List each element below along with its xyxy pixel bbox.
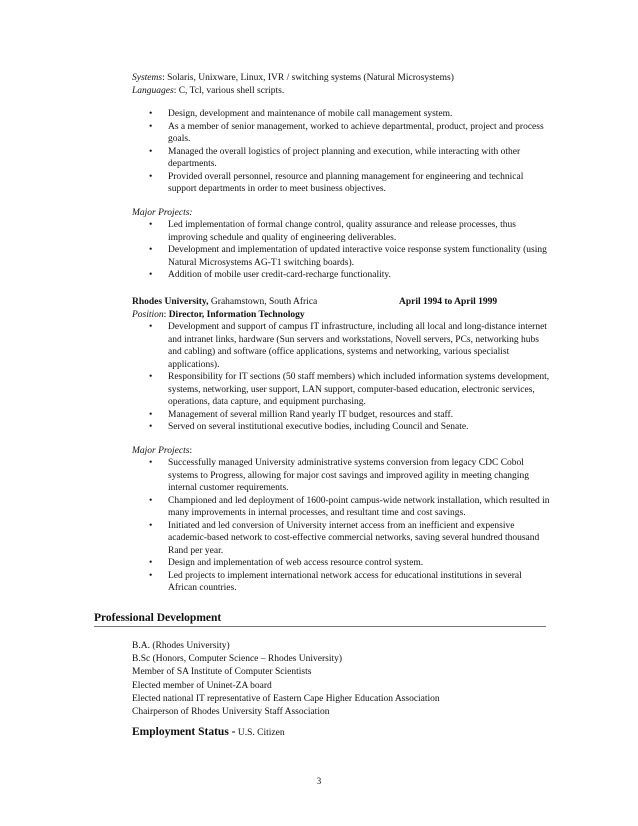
job1-projects-list [132, 219, 552, 282]
job1-section [132, 72, 552, 282]
list-item: • Responsibility for IT sections (50 staff members) which included information systems development, systems, networking, user support, LAN support, computer-based education, electronic services, operations, data capture, and equipment purchasing. [132, 371, 552, 409]
employment-status-value: U.S. Citizen [235, 728, 285, 738]
list-item: Member of SA Institute of Computer Scientists [132, 667, 312, 678]
job2-projects-label: Major Projects [132, 445, 190, 456]
job2-dates: April 1994 to April 1999 [399, 297, 498, 307]
list-item: • Management of several million Rand yearly IT budget, resources and staff. [132, 409, 552, 422]
languages-value: : C, Tcl, various shell scripts. [173, 85, 285, 96]
employment-status [132, 726, 285, 738]
position-label: Position [132, 309, 164, 320]
position-sep: : [163, 309, 169, 320]
list-item: • Development and implementation of updated interactive voice response system functionality (using Natural Microsystems AG-T1 switching boards). [132, 244, 552, 269]
page-number: 3 [316, 776, 322, 786]
job1-duties-list [132, 108, 552, 196]
systems-label: Systems [132, 73, 163, 83]
systems-value: : Solaris, Unixware, Linux, IVR / switching systems (Natural Microsystems) [162, 73, 454, 83]
professional-development-heading: Professional Development [94, 612, 546, 627]
list-item: • Design, development and maintenance of mobile call management system. [132, 108, 552, 121]
job2-projects-list [132, 457, 552, 595]
list-item: • Managed the overall logistics of project planning and execution, while interacting with other departments. [132, 146, 552, 171]
list-item: • Design and implementation of web access resource control system. [132, 557, 552, 570]
position-value: Director, Information Technology [168, 309, 305, 320]
list-item: • Successfully managed University administrative systems conversion from legacy CDC Cobol systems to Progress, allowing for major cost savings and improved agility in meeting changing internal customer requirements. [132, 457, 552, 495]
list-item: B.Sc (Honors, Computer Science – Rhodes University) [132, 654, 343, 665]
list-item: • Served on several institutional executive bodies, including Council and Senate. [132, 421, 552, 434]
professional-development-list [132, 640, 440, 719]
employment-status-label: Employment Status - [132, 726, 236, 738]
job1-projects-label: Major Projects: [132, 207, 193, 218]
job2-header [132, 296, 552, 309]
list-item: B.A. (Rhodes University) [132, 641, 230, 651]
job2-projects-colon: : [189, 445, 193, 456]
languages-label: Languages [132, 85, 174, 96]
list-item: Elected national IT representative of Eastern Cape Higher Education Association [132, 693, 440, 704]
list-item: • Provided overall personnel, resource and planning management for engineering and technical support departments in order to meet business objectives. [132, 171, 552, 196]
list-item: • Addition of mobile user credit-card-recharge functionality. [132, 269, 552, 282]
list-item: Elected member of Uninet-ZA board [132, 680, 272, 691]
list-item: • Initiated and led conversion of University internet access from an inefficient and expensive academic-based network to cost-effective commercial networks, saving several hundred thousand Rand per year. [132, 520, 552, 558]
job2-duties-list [132, 321, 552, 434]
list-item: • Led projects to implement international network access for educational institutions in several African countries. [132, 570, 552, 595]
job2-section [132, 296, 552, 595]
employer-name: Rhodes University, [132, 297, 209, 307]
list-item: • As a member of senior management, worked to achieve departmental, product, project and process goals. [132, 121, 552, 146]
list-item: • Development and support of campus IT infrastructure, including all local and long-distance internet and intranet links, hardware (Sun servers and workstations, Novell servers, PCs, networking hubs and cabling) and software (office applications, systems and networking, various specialist applications). [132, 321, 552, 371]
list-item: • Championed and led deployment of 1600-point campus-wide network installation, which resulted in many improvements in internal processes, and resultant time and cost savings. [132, 495, 552, 520]
list-item: Chairperson of Rhodes University Staff Association [132, 707, 330, 718]
languages-line [132, 85, 552, 98]
job2-projects-heading [132, 445, 552, 458]
position-line [132, 309, 552, 322]
list-item: • Led implementation of formal change control, quality assurance and release processes, thus improving schedule and quality of engineering deliverables. [132, 219, 552, 244]
employer-location: Grahamstown, South Africa [208, 297, 318, 307]
systems-line [132, 72, 552, 85]
